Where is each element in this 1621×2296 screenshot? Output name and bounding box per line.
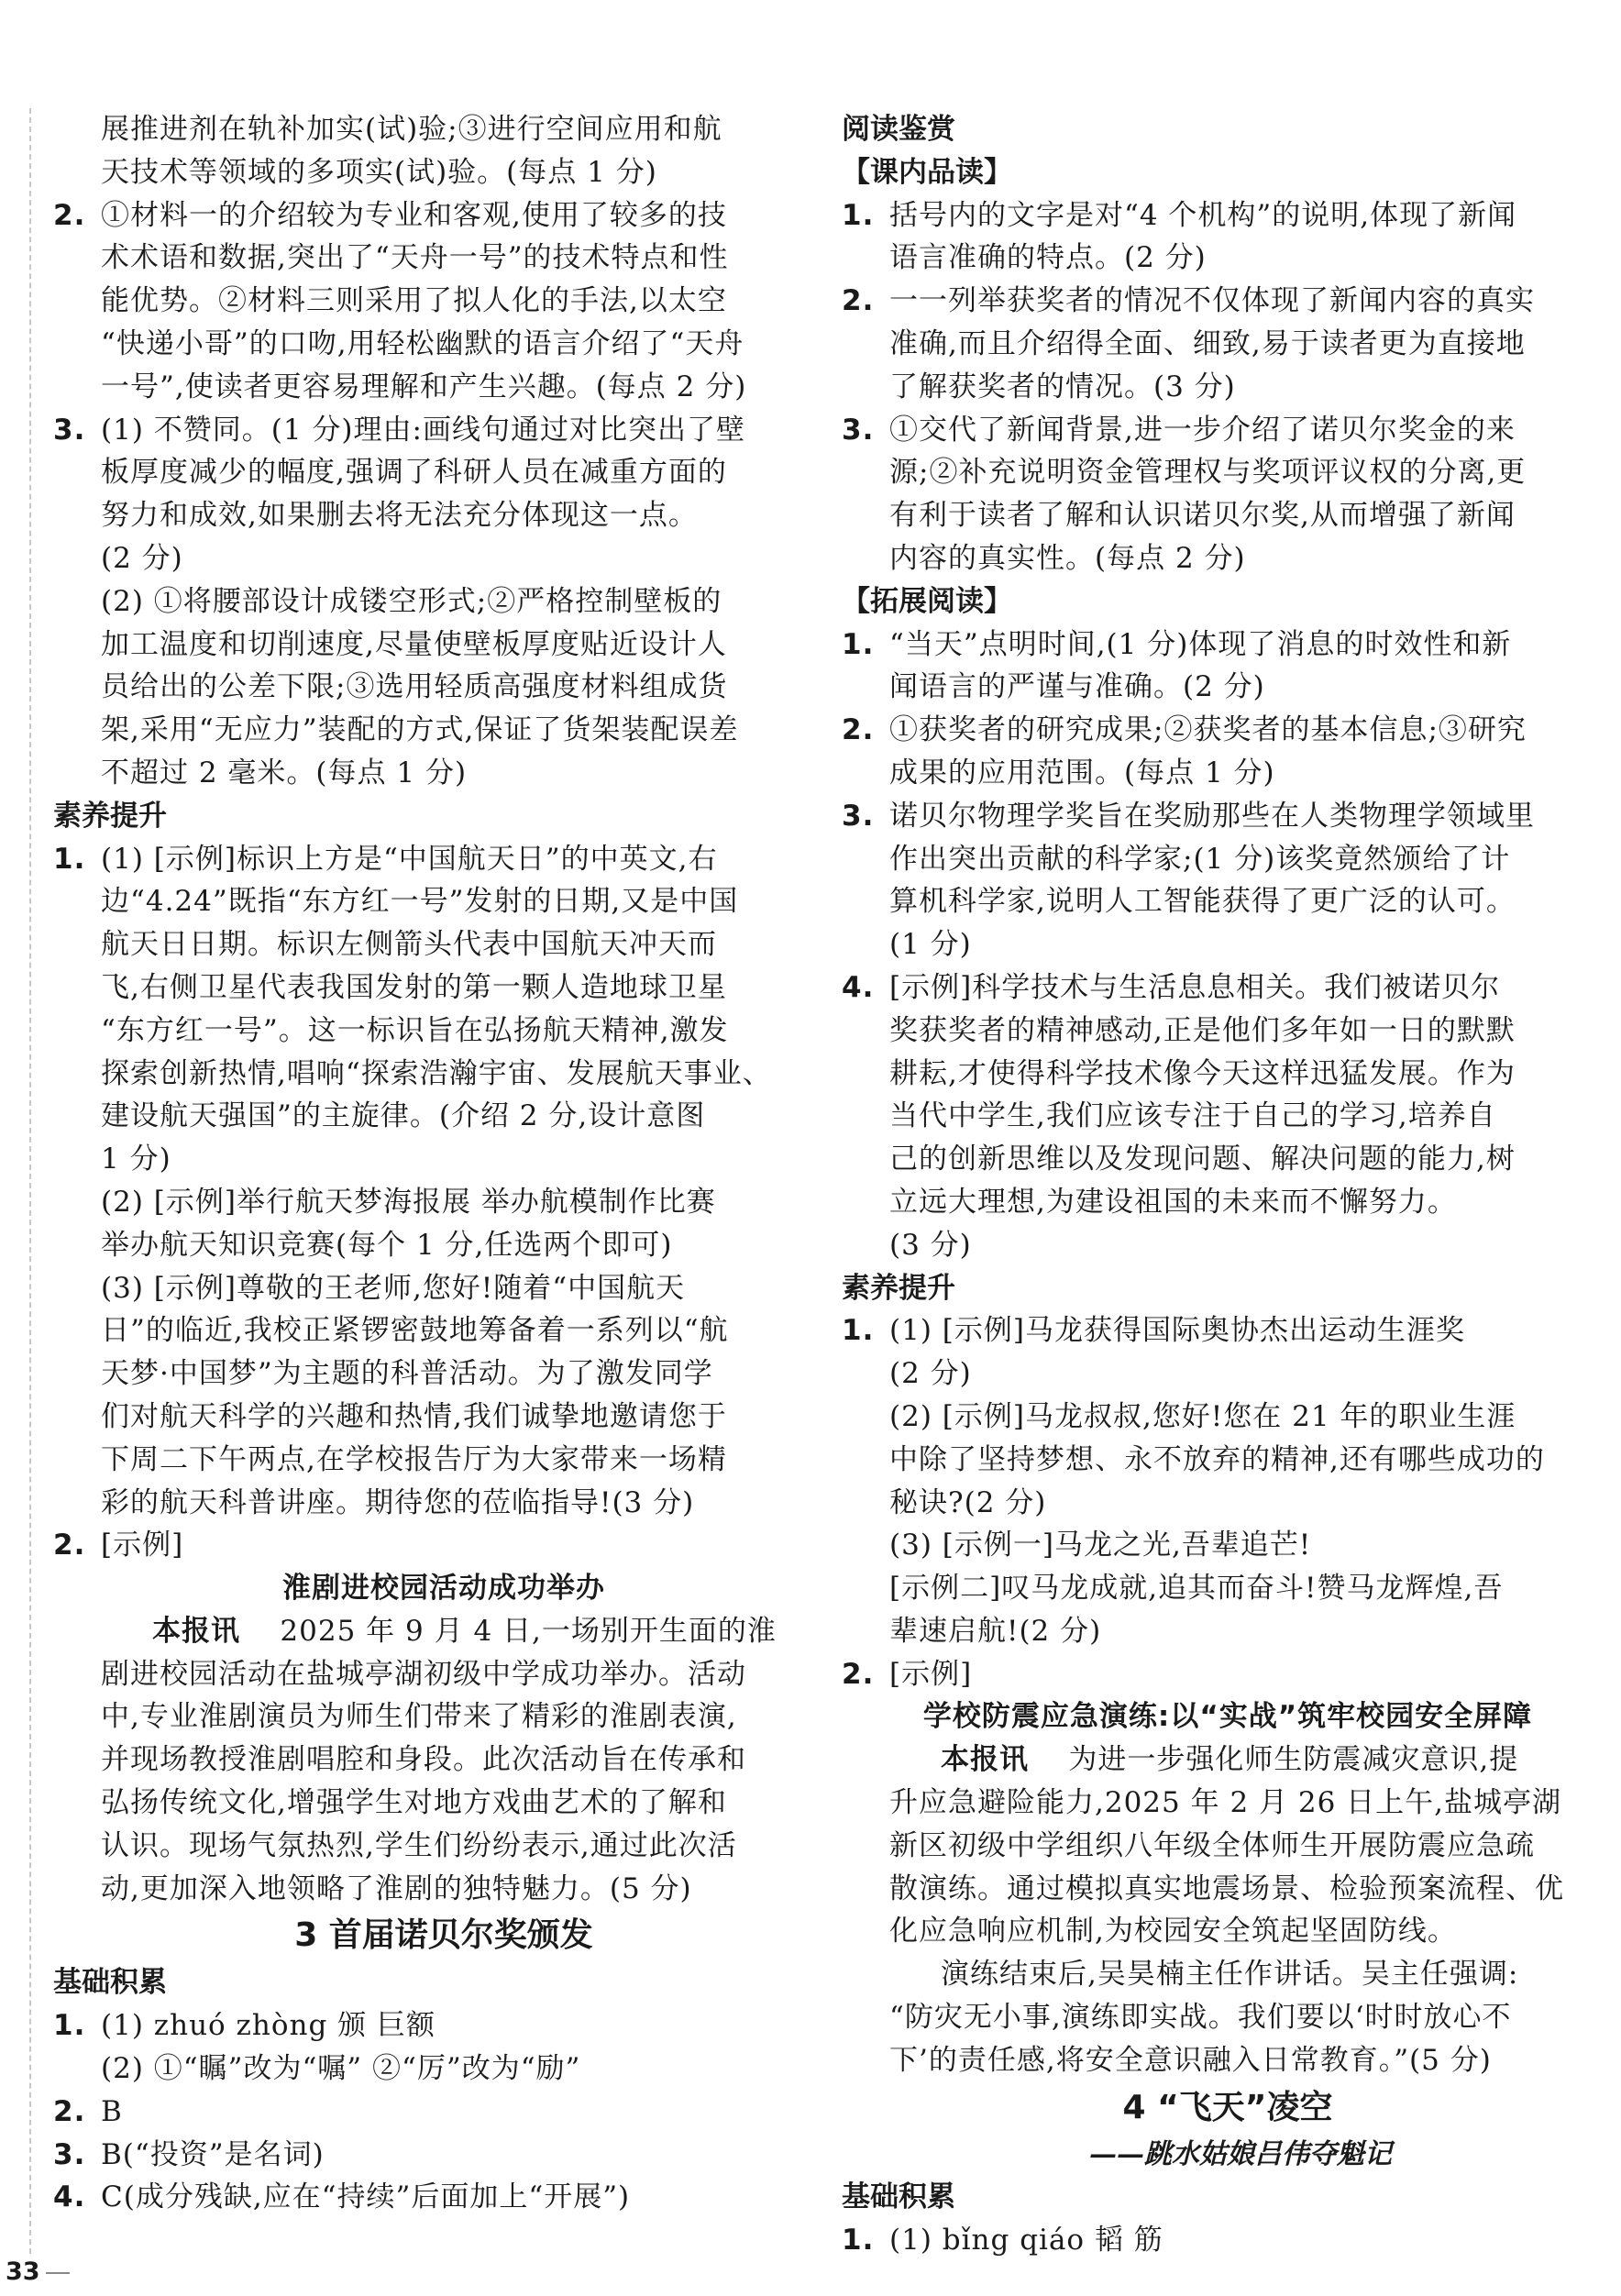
answer-item: 3. ①交代了新闻背景,进一步介绍了诺贝尔奖金的来 bbox=[842, 409, 1566, 452]
text-line: 探索创新热情,唱响“探索浩瀚宇宙、发展航天事业、 bbox=[101, 1056, 772, 1090]
answer-item: 1. “当天”点明时间,(1 分)体现了消息的时效性和新 bbox=[842, 624, 1566, 667]
item-number: 3. bbox=[842, 413, 875, 447]
text-line: “东方红一号”。这一标识旨在弘扬航天精神,激发 bbox=[101, 1013, 729, 1047]
item-number: 2. bbox=[842, 713, 875, 747]
lesson-subtitle: ——跳水姑娘吕伟夺魁记 bbox=[1089, 2137, 1392, 2170]
text-line: (1 分) bbox=[889, 928, 972, 962]
section-heading: 阅读鉴赏 bbox=[842, 113, 955, 146]
divider bbox=[46, 2272, 70, 2274]
item-number: 2. bbox=[53, 2094, 86, 2128]
text-line: 了解获奖者的情况。(3 分) bbox=[889, 370, 1236, 403]
answer-item: 2. ①获奖者的研究成果;②获奖者的基本信息;③研究 bbox=[842, 709, 1566, 752]
text-line: 辈速启航!(2 分) bbox=[889, 1614, 1102, 1648]
text-line: “快递小哥”的口吻,用轻松幽默的语言介绍了“天舟 bbox=[101, 326, 744, 360]
item-number: 2. bbox=[842, 1657, 875, 1691]
text-line: 板厚度减少的幅度,强调了科研人员在减重方面的 bbox=[101, 456, 727, 490]
item-number: 1. bbox=[53, 842, 86, 876]
item-number: 3. bbox=[842, 799, 875, 833]
item-number: 1. bbox=[842, 2224, 875, 2257]
text-line: 升应急避险能力,2025 年 2 月 26 日上午,盐城亭湖 bbox=[889, 1786, 1562, 1820]
text-line: 认识。现场气氛热烈,学生们纷纷表示,通过此次活 bbox=[101, 1828, 737, 1862]
text-line: (3) [示例]尊敬的王老师,您好!随着“中国航天 bbox=[101, 1271, 686, 1305]
answer-item: 3. B(“投资”是名词) bbox=[53, 2134, 787, 2177]
section-heading: 基础积累 bbox=[842, 2180, 955, 2214]
text-line: 边“4.24”既指“东方红一号”发射的日期,又是中国 bbox=[101, 885, 739, 919]
text-line: 内容的真实性。(每点 2 分) bbox=[889, 541, 1246, 575]
news-first-line: 本报讯 为进一步强化师生防震减灾意识,提 bbox=[941, 1743, 1519, 1777]
text-line: 不超过 2 毫米。(每点 1 分) bbox=[101, 756, 468, 789]
item-number: 2. bbox=[842, 284, 875, 318]
text-line: 加工温度和切削速度,尽量使壁板厚度贴近设计人 bbox=[101, 627, 727, 661]
answer-item: 4. C(成分残缺,应在“持续”后面加上“开展”) bbox=[53, 2176, 787, 2219]
text-line: 们对航天科学的兴趣和热情,我们诚挚地邀请您于 bbox=[101, 1399, 727, 1433]
item-number: 1. bbox=[842, 198, 875, 232]
text-line: 天梦·中国梦”为主题的科普活动。为了激发同学 bbox=[101, 1357, 713, 1391]
answer-item: 2. [示例] bbox=[842, 1653, 1566, 1696]
subsection-heading: 【课内品读】 bbox=[842, 155, 1012, 189]
item-number: 2. bbox=[53, 198, 86, 232]
section-heading: 素养提升 bbox=[842, 1271, 955, 1305]
answer-item: 1. (1) zhuó zhòng 颁 巨额 bbox=[53, 2004, 787, 2048]
text-line: (2 分) bbox=[101, 541, 183, 575]
item-number: 3. bbox=[53, 2137, 86, 2171]
answer-item: 2. ①材料一的介绍较为专业和客观,使用了较多的技 bbox=[53, 194, 787, 237]
text-line: 员给出的公差下限;③选用轻质高强度材料组成货 bbox=[101, 670, 728, 704]
left-column bbox=[53, 108, 787, 2219]
lesson-title: 3 首届诺贝尔奖颁发 bbox=[294, 1916, 593, 1955]
answer-item: 3. 诺贝尔物理学奖旨在奖励那些在人类物理学领域里 bbox=[842, 795, 1566, 838]
subsection-heading: 【拓展阅读】 bbox=[842, 584, 1012, 618]
text-line: 算机科学家,说明人工智能获得了更广泛的认可。 bbox=[889, 885, 1516, 919]
text-line: (2) [示例]马龙叔叔,您好!您在 21 年的职业生涯 bbox=[889, 1399, 1516, 1433]
item-number: 2. bbox=[53, 1529, 86, 1562]
answer-item: 2. [示例] bbox=[53, 1524, 787, 1567]
text-line: 成果的应用范围。(每点 1 分) bbox=[889, 756, 1275, 789]
text-line: (2) ①将腰部设计成镂空形式;②严格控制壁板的 bbox=[101, 584, 722, 618]
text-line: 奖获奖者的精神感动,正是他们多年如一日的默默 bbox=[889, 1013, 1516, 1047]
news-first-line: 本报讯 2025 年 9 月 4 日,一场别开生面的淮 bbox=[152, 1614, 777, 1648]
text-line: [示例二]叹马龙成就,追其而奋斗!赞马龙辉煌,吾 bbox=[889, 1572, 1504, 1606]
text-line: (2 分) bbox=[889, 1357, 972, 1391]
answer-item: 1. (1) bǐng qiáo 韬 筋 bbox=[842, 2219, 1566, 2262]
text-line: 下’的责任感,将安全意识融入日常教育。”(5 分) bbox=[889, 2043, 1492, 2077]
text-line: 并现场教授淮剧唱腔和身段。此次活动旨在传承和 bbox=[101, 1743, 746, 1777]
text-line: 闻语言的严谨与准确。(2 分) bbox=[889, 670, 1265, 704]
page-number: 33 bbox=[6, 2257, 70, 2286]
text-line: 化应急响应机制,为校园安全筑起坚固防线。 bbox=[889, 1915, 1457, 1948]
text-line: 一号”,使读者更容易理解和产生兴趣。(每点 2 分) bbox=[101, 370, 747, 403]
text-line: 秘诀?(2 分) bbox=[889, 1485, 1047, 1519]
section-heading: 素养提升 bbox=[53, 799, 167, 833]
text-line: 有利于读者了解和认识诺贝尔奖,从而增强了新闻 bbox=[889, 499, 1516, 533]
text-line: 术术语和数据,突出了“天舟一号”的技术特点和性 bbox=[101, 241, 729, 275]
section-heading: 基础积累 bbox=[53, 1966, 167, 2000]
text-line: 架,采用“无应力”装配的方式,保证了货架装配误差 bbox=[101, 713, 739, 747]
text-line: 弘扬传统文化,增强学生对地方戏曲艺术的了解和 bbox=[101, 1786, 727, 1820]
text-line: (2) [示例]举行航天梦海报展 举办航模制作比赛 bbox=[101, 1185, 716, 1219]
text-line: 剧进校园活动在盐城亭湖初级中学成功举办。活动 bbox=[101, 1657, 746, 1691]
item-number: 3. bbox=[53, 413, 86, 447]
text-line: (3 分) bbox=[889, 1228, 972, 1262]
item-number: 1. bbox=[842, 1314, 875, 1348]
press-label: 本报讯 bbox=[152, 1614, 240, 1648]
news-title: 学校防震应急演练:以“实战”筑牢校园安全屏障 bbox=[922, 1700, 1533, 1734]
item-number: 4. bbox=[842, 970, 875, 1004]
text-line: 作出突出贡献的科学家;(1 分)该奖竟然颁给了计 bbox=[889, 842, 1511, 876]
text-line: 日”的临近,我校正紧锣密鼓地筹备着一系列以“航 bbox=[101, 1314, 729, 1348]
lesson-title: 4 “飞天”凌空 bbox=[1122, 2088, 1333, 2126]
answer-item: 1. (1) [示例]马龙获得国际奥协杰出运动生涯奖 bbox=[842, 1309, 1566, 1352]
text-line: 建设航天强国”的主旋律。(介绍 2 分,设计意图 bbox=[101, 1099, 706, 1133]
item-number: 4. bbox=[53, 2180, 86, 2214]
answer-item: 2. 一一列举获奖者的情况不仅体现了新闻内容的真实 bbox=[842, 280, 1566, 323]
text-line: 彩的航天科普讲座。期待您的莅临指导!(3 分) bbox=[101, 1485, 695, 1519]
right-column bbox=[842, 108, 1566, 2262]
answer-item: 4. [示例]科学技术与生活息息相关。我们被诺贝尔 bbox=[842, 966, 1566, 1010]
text-line: 源;②补充说明资金管理权与奖项评议权的分离,更 bbox=[889, 456, 1527, 490]
text-line: 立远大理想,为建设祖国的未来而不懈努力。 bbox=[889, 1185, 1457, 1219]
text-line: 举办航天知识竞赛(每个 1 分,任选两个即可) bbox=[101, 1228, 673, 1262]
item-number: 1. bbox=[53, 2009, 86, 2043]
text-line: (3) [示例一]马龙之光,吾辈追芒! bbox=[889, 1529, 1312, 1562]
item-number: 1. bbox=[842, 627, 875, 661]
text-line: 下周二下午两点,在学校报告厅为大家带来一场精 bbox=[101, 1442, 727, 1476]
text-line: 演练结束后,吴昊楠主任作讲话。吴主任强调: bbox=[941, 1958, 1519, 1992]
text-line: 航天日日期。标识左侧箭头代表中国航天冲天而 bbox=[101, 928, 717, 962]
answer-item: 1. 括号内的文字是对“4 个机构”的说明,体现了新闻 bbox=[842, 194, 1566, 237]
text-line: 耕耘,才使得科学技术像今天这样迅猛发展。作为 bbox=[889, 1056, 1516, 1090]
text-line: 准确,而且介绍得全面、细致,易于读者更为直接地 bbox=[889, 326, 1526, 360]
answer-item: 3. (1) 不赞同。(1 分)理由:画线句通过对比突出了壁 bbox=[53, 409, 787, 452]
text-line: 能优势。②材料三则采用了拟人化的手法,以太空 bbox=[101, 284, 727, 318]
text-line: 动,更加深入地领略了淮剧的独特魅力。(5 分) bbox=[101, 1871, 692, 1905]
text-line: 努力和成效,如果删去将无法充分体现这一点。 bbox=[101, 499, 698, 533]
text-line: 散演练。通过模拟真实地震场景、检验预案流程、优 bbox=[889, 1871, 1564, 1905]
text-line: 语言准确的特点。(2 分) bbox=[889, 241, 1207, 275]
answer-item: 1. (1) [示例]标识上方是“中国航天日”的中英文,右 bbox=[53, 838, 787, 881]
text-line: 当代中学生,我们应该专注于自己的学习,培养自 bbox=[889, 1099, 1496, 1133]
text-line: 中除了坚持梦想、永不放弃的精神,还有哪些成功的 bbox=[889, 1442, 1545, 1476]
text-line: 己的创新思维以及发现问题、解决问题的能力,树 bbox=[889, 1142, 1516, 1176]
text-line: 新区初级中学组织八年级全体师生开展防震应急疏 bbox=[889, 1828, 1535, 1862]
news-title: 淮剧进校园活动成功举办 bbox=[282, 1572, 605, 1606]
press-label: 本报讯 bbox=[941, 1743, 1029, 1777]
text-line: “防灾无小事,演练即实战。我们要以‘时时放心不 bbox=[889, 2001, 1512, 2035]
text-line: (2) ①“瞩”改为“嘱” ②“厉”改为“励” bbox=[101, 2052, 581, 2086]
text-line: 飞,右侧卫星代表我国发射的第一颗人造地球卫星 bbox=[101, 970, 727, 1004]
text-line: 1 分) bbox=[101, 1142, 171, 1176]
text-line: 天技术等领域的多项实(试)验。(每点 1 分) bbox=[101, 155, 657, 189]
text-line: 中,专业淮剧演员为师生们带来了精彩的淮剧表演, bbox=[101, 1700, 737, 1734]
text-line: 展推进剂在轨补加实(试)验;③进行空间应用和航 bbox=[101, 113, 722, 146]
answer-item: 2. B bbox=[53, 2091, 787, 2134]
